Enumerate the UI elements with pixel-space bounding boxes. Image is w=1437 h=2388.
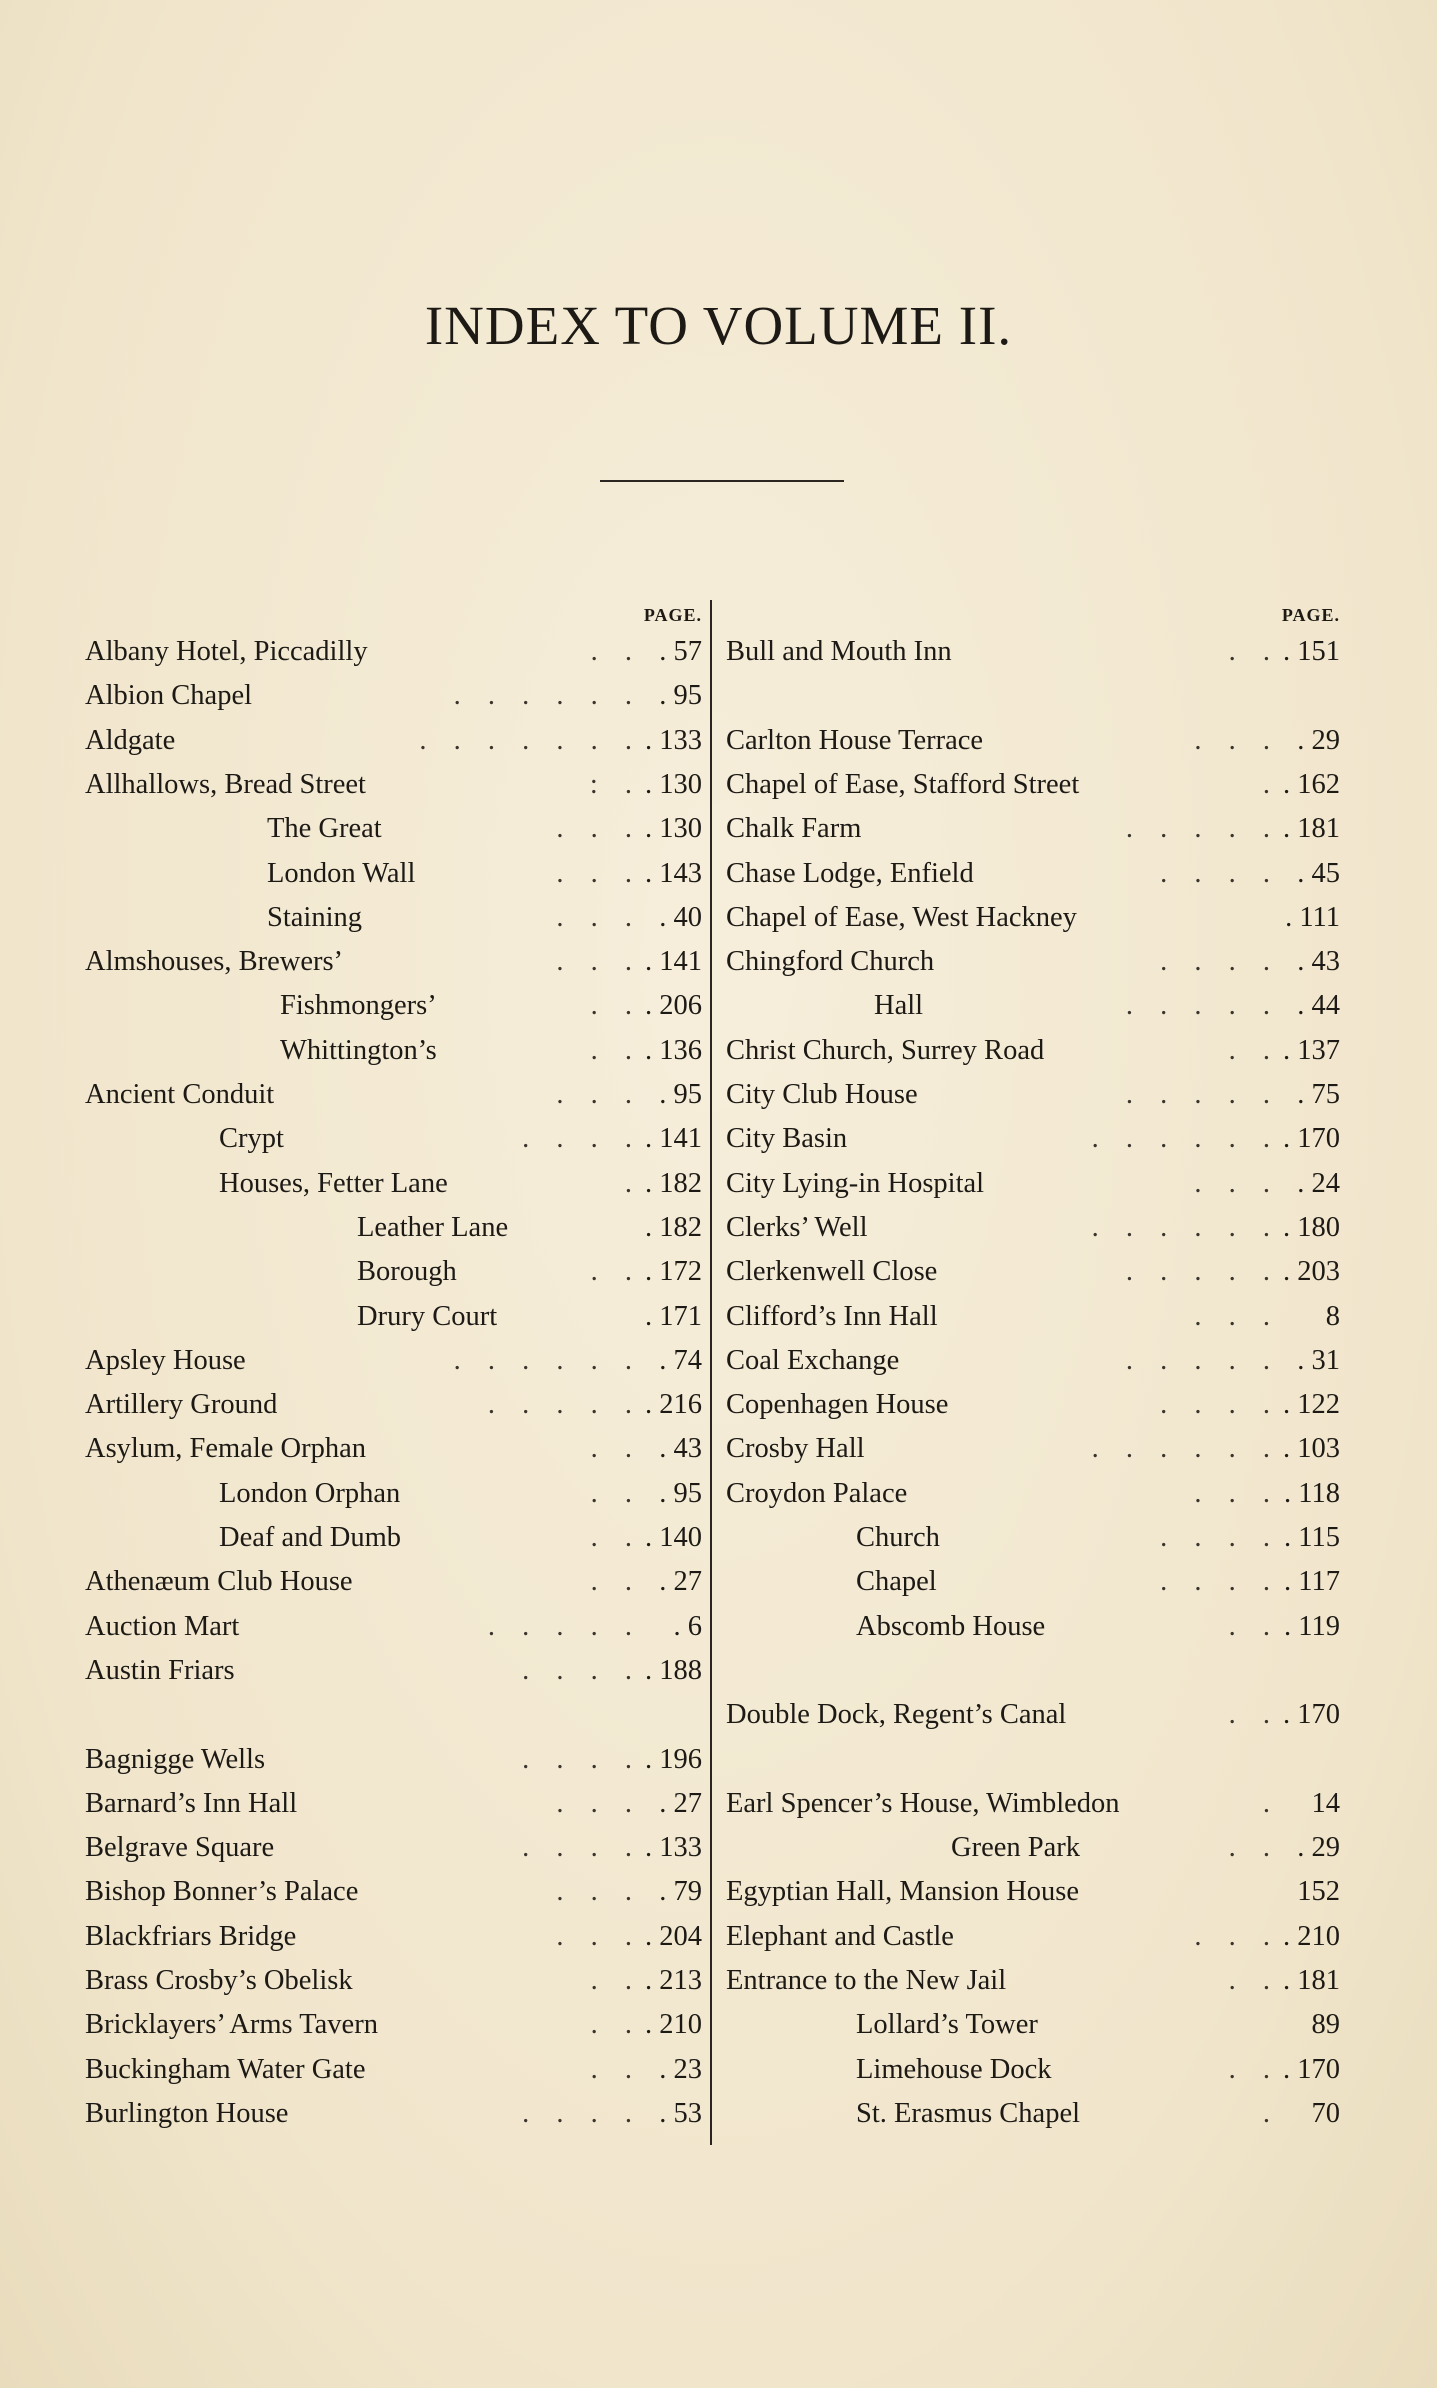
entry-name: Artillery Ground <box>85 1389 278 1421</box>
entry-page-number: . 170 <box>1283 2053 1340 2085</box>
entry-leader-dots: . . . . . . <box>1091 1433 1280 1465</box>
entry-page-number: . 130 <box>645 813 702 845</box>
entry-page-number: . 182 <box>645 1211 702 1243</box>
index-entry <box>726 1915 1340 1959</box>
entry-page-number: . 40 <box>659 901 702 933</box>
entry-page-number: . 216 <box>645 1389 702 1421</box>
entry-name: Almshouses, Brewers’ <box>85 946 344 978</box>
index-entry <box>726 1250 1340 1294</box>
entry-page-number: . 95 <box>659 680 702 712</box>
entry-page-number: . 111 <box>1285 901 1340 933</box>
index-entry <box>726 852 1340 896</box>
entry-page-number: . 31 <box>1297 1344 1340 1376</box>
entry-name: London Orphan <box>219 1477 401 1509</box>
entry-leader-dots: . . . <box>556 901 642 933</box>
entry-page-number: . 103 <box>1283 1433 1340 1465</box>
entry-page-number: . 79 <box>659 1876 702 1908</box>
entry-page-number: . 182 <box>645 1167 702 1199</box>
index-entry <box>726 2003 1340 2047</box>
index-entry <box>726 1560 1340 1604</box>
index-entry <box>726 1516 1340 1560</box>
index-entry <box>85 807 702 851</box>
entry-leader-dots: . . <box>590 1566 642 1598</box>
index-entry <box>726 1782 1340 1826</box>
entry-leader-dots: . . . . . <box>1125 1256 1280 1288</box>
entry-page-number: . 43 <box>1297 946 1340 978</box>
entry-page-number: . 210 <box>1283 1920 1340 1952</box>
entry-page-number: . 133 <box>645 724 702 756</box>
index-entry <box>85 1870 702 1914</box>
entry-page-number: . 24 <box>1297 1167 1340 1199</box>
entry-name: Entrance to the New Jail <box>726 1965 1007 1996</box>
entry-page-number: . 117 <box>1284 1566 1340 1598</box>
index-entry <box>85 1117 702 1161</box>
entry-page-number: . 172 <box>645 1256 702 1288</box>
entry-leader-dots: . . . <box>1194 1300 1280 1332</box>
entry-leader-dots: . . <box>1228 1034 1280 1066</box>
entry-name: Bagnigge Wells <box>85 1743 266 1775</box>
index-entry <box>85 2003 702 2047</box>
entry-page-number: . 119 <box>1284 1610 1340 1642</box>
entry-leader-dots: . . . . . . <box>453 1344 642 1376</box>
entry-name: Crypt <box>219 1123 284 1155</box>
index-entry <box>85 1649 702 1693</box>
entry-name: Lollard’s Tower <box>856 2009 1038 2041</box>
index-entry <box>726 630 1340 674</box>
entry-name: The Great <box>267 813 382 845</box>
index-entry <box>85 1073 702 1117</box>
index-entry <box>85 1206 702 1250</box>
entry-name: Buckingham Water Gate <box>85 2053 366 2085</box>
index-entry <box>85 1162 702 1206</box>
entry-name: Whittington’s <box>280 1034 437 1066</box>
index-entry <box>85 1915 702 1959</box>
entry-leader-dots: . . . <box>556 1876 642 1908</box>
entry-leader-dots: . . . <box>1194 724 1280 756</box>
entry-page-number: . 206 <box>645 990 702 1022</box>
entry-leader-dots: . . <box>590 2053 642 2085</box>
entry-leader-dots: . . . . <box>1160 857 1280 889</box>
entry-leader-dots: . . . . . <box>1125 1079 1280 1110</box>
entry-name: Albany Hotel, Piccadilly <box>85 636 368 667</box>
entry-name: Chingford Church <box>726 946 935 978</box>
entry-name: Chapel of Ease, West Hackney <box>726 901 1077 933</box>
index-entry <box>85 1826 702 1870</box>
entry-name: City Basin <box>726 1123 848 1155</box>
entry-name: Egyptian Hall, Mansion House <box>726 1876 1080 1908</box>
entry-leader-dots: . . . <box>1194 1920 1280 1952</box>
column-divider <box>710 600 712 2145</box>
index-entry <box>726 1383 1340 1427</box>
entry-name: Drury Court <box>357 1300 498 1332</box>
entry-name: Leather Lane <box>357 1211 509 1243</box>
entry-name: City Lying-in Hospital <box>726 1167 985 1199</box>
right-column <box>726 600 1340 2129</box>
entry-name: Chalk Farm <box>726 813 862 845</box>
index-entry <box>85 674 702 718</box>
entry-leader-dots: . . <box>1228 1699 1280 1731</box>
index-entry <box>726 1339 1340 1383</box>
entry-leader-dots: . . <box>1228 2053 1280 2085</box>
entry-name: Chase Lodge, Enfield <box>726 857 974 889</box>
left-page-header: PAGE. <box>643 605 702 625</box>
title-rule <box>600 480 844 482</box>
entry-leader-dots: : . <box>589 768 642 800</box>
entry-leader-dots: . . <box>590 1433 642 1465</box>
entry-leader-dots: . . . . <box>1160 1566 1280 1598</box>
entry-leader-dots: . . . . . <box>1125 1344 1280 1376</box>
entry-leader-dots: . . . <box>556 857 642 889</box>
right-page-header: PAGE. <box>1281 605 1340 625</box>
index-entry <box>85 1516 702 1560</box>
entry-page-number: . 27 <box>659 1566 702 1598</box>
entry-leader-dots: . . . . <box>1160 1522 1280 1553</box>
index-entry <box>726 1427 1340 1471</box>
entry-page-number: . 140 <box>645 1522 702 1553</box>
entry-page-number: . 23 <box>659 2053 702 2085</box>
entry-name: Chapel of Ease, Stafford Street <box>726 768 1080 800</box>
entry-name: Austin Friars <box>85 1654 235 1686</box>
entry-name: Crosby Hall <box>726 1433 865 1465</box>
index-entry <box>85 1738 702 1782</box>
entry-leader-dots: . . . . <box>1160 1389 1280 1421</box>
index-entry <box>726 1295 1340 1339</box>
entry-page-number: . 95 <box>659 1079 702 1110</box>
entry-page-number: . 74 <box>659 1344 702 1376</box>
index-entry <box>726 763 1340 807</box>
entry-leader-dots: . . <box>590 636 642 667</box>
index-entry <box>726 940 1340 984</box>
index-entry <box>85 2048 702 2092</box>
entry-leader-dots: . . . . <box>522 2097 642 2129</box>
entry-page-number: . 204 <box>645 1920 702 1952</box>
entry-page-number: . 213 <box>645 1965 702 1996</box>
entry-leader-dots: . . <box>1228 1610 1280 1642</box>
entry-leader-dots: . . . . . <box>1125 990 1280 1022</box>
entry-leader-dots: . <box>624 1167 642 1199</box>
index-entry <box>85 719 702 763</box>
entry-name: Bishop Bonner’s Palace <box>85 1876 359 1908</box>
entry-leader-dots: . . <box>590 2009 642 2041</box>
entry-name: Borough <box>357 1256 457 1288</box>
entry-page-number: . 188 <box>645 1654 702 1686</box>
entry-name: Belgrave Square <box>85 1832 275 1864</box>
entry-leader-dots: . . . <box>556 1079 642 1110</box>
entry-leader-dots: . . . . . <box>1125 813 1280 845</box>
entry-name: Barnard’s Inn Hall <box>85 1787 298 1819</box>
entry-name: Asylum, Female Orphan <box>85 1433 366 1465</box>
entry-page-number: . 6 <box>673 1610 702 1642</box>
index-entry <box>85 1295 702 1339</box>
entry-name: Coal Exchange <box>726 1344 900 1376</box>
entry-page-number: . 27 <box>659 1787 702 1819</box>
index-entry <box>726 1073 1340 1117</box>
entry-name: Deaf and Dumb <box>219 1522 402 1553</box>
entry-name: St. Erasmus Chapel <box>856 2097 1081 2129</box>
index-entry <box>726 896 1340 940</box>
entry-page-number: . 95 <box>659 1477 702 1509</box>
index-entry <box>726 2092 1340 2136</box>
entry-page-number: . 170 <box>1283 1123 1340 1155</box>
index-entry <box>726 807 1340 851</box>
entry-page-number: . 115 <box>1284 1522 1340 1553</box>
index-entry <box>85 1383 702 1427</box>
entry-name: Allhallows, Bread Street <box>85 768 366 800</box>
entry-leader-dots: . . <box>590 1477 642 1509</box>
index-entry <box>726 1826 1340 1870</box>
index-entry <box>85 2092 702 2136</box>
entry-leader-dots: . . . . . <box>487 1610 642 1642</box>
index-entry <box>85 1560 702 1604</box>
entry-name: Staining <box>267 901 363 933</box>
entry-name: Albion Chapel <box>85 680 253 712</box>
entry-name: Clerkenwell Close <box>726 1256 938 1288</box>
entry-name: Ancient Conduit <box>85 1079 275 1110</box>
index-entry <box>726 984 1340 1028</box>
entry-page-number: . 130 <box>645 768 702 800</box>
entry-leader-dots: . . . <box>1194 1167 1280 1199</box>
index-entry <box>85 1339 702 1383</box>
entry-leader-dots: . . . <box>556 946 642 978</box>
entry-page-number: . 181 <box>1283 813 1340 845</box>
index-entry <box>85 1250 702 1294</box>
index-entry <box>726 1206 1340 1250</box>
index-entry <box>726 1029 1340 1073</box>
index-entry <box>726 1605 1340 1649</box>
entry-leader-dots: . . . . <box>522 1832 642 1864</box>
entry-leader-dots: . . . <box>556 1920 642 1952</box>
entry-page-number: . 45 <box>1297 857 1340 889</box>
index-entry <box>85 630 702 674</box>
entry-leader-dots: . . . . . <box>487 1389 642 1421</box>
entry-name: Chapel <box>856 1566 937 1598</box>
entry-page-number: . 122 <box>1283 1389 1340 1421</box>
entry-leader-dots: . . <box>1228 1832 1280 1864</box>
entry-name: Burlington House <box>85 2097 289 2129</box>
entry-leader-dots: . . . <box>1194 1477 1280 1509</box>
entry-page-number: . 151 <box>1283 636 1340 667</box>
index-entry <box>726 2048 1340 2092</box>
entry-name: Auction Mart <box>85 1610 240 1642</box>
entry-page-number: . 170 <box>1283 1699 1340 1731</box>
index-entry <box>726 1117 1340 1161</box>
entry-name: Bull and Mouth Inn <box>726 636 952 667</box>
entry-page-number: 152 <box>1297 1876 1340 1908</box>
entry-page-number: 8 <box>1325 1300 1340 1332</box>
index-entry <box>726 1693 1340 1737</box>
entry-page-number: . 196 <box>645 1743 702 1775</box>
entry-page-number: . 143 <box>645 857 702 889</box>
entry-page-number: . 162 <box>1283 768 1340 800</box>
entry-name: Christ Church, Surrey Road <box>726 1034 1045 1066</box>
entry-leader-dots: . . . . . . <box>453 680 642 712</box>
index-entry <box>85 1029 702 1073</box>
entry-leader-dots: . . . . . . <box>1091 1123 1280 1155</box>
entry-name: Brass Crosby’s Obelisk <box>85 1965 353 1996</box>
index-entry <box>726 1162 1340 1206</box>
entry-name: Church <box>856 1522 940 1553</box>
index-entry <box>85 940 702 984</box>
entry-leader-dots: . . <box>590 1034 642 1066</box>
index-entry <box>85 1605 702 1649</box>
entry-page-number: . 29 <box>1297 724 1340 756</box>
entry-name: Hall <box>874 990 924 1022</box>
entry-name: Blackfriars Bridge <box>85 1920 297 1952</box>
entry-page-number: . 137 <box>1283 1034 1340 1066</box>
index-entry <box>85 1472 702 1516</box>
index-entry <box>85 1782 702 1826</box>
index-entry <box>85 896 702 940</box>
entry-leader-dots: . . <box>1228 636 1280 667</box>
entry-page-number: . 210 <box>645 2009 702 2041</box>
index-entry <box>726 1472 1340 1516</box>
entry-leader-dots: . . <box>590 1256 642 1288</box>
entry-page-number: . 53 <box>659 2097 702 2129</box>
entry-name: Earl Spencer’s House, Wimbledon <box>726 1787 1120 1819</box>
entry-leader-dots: . . . . . . . <box>419 724 642 756</box>
entry-name: Apsley House <box>85 1344 246 1376</box>
entry-name: Athenæum Club House <box>85 1566 353 1598</box>
entry-page-number: . 181 <box>1283 1965 1340 1996</box>
entry-name: Fishmongers’ <box>280 990 437 1022</box>
entry-leader-dots: . <box>1262 768 1280 800</box>
entry-page-number: . 180 <box>1283 1211 1340 1243</box>
entry-leader-dots: . <box>1262 2097 1280 2129</box>
entry-name: Copenhagen House <box>726 1389 949 1421</box>
entry-page-number: . 75 <box>1297 1079 1340 1110</box>
entry-page-number: . 141 <box>645 1123 702 1155</box>
entry-leader-dots: . . . . <box>522 1123 642 1155</box>
entry-name: Abscomb House <box>856 1610 1046 1642</box>
index-entry <box>85 1427 702 1471</box>
index-entry <box>726 719 1340 763</box>
page-title: INDEX TO VOLUME II. <box>424 295 1013 356</box>
entry-name: Double Dock, Regent’s Canal <box>726 1699 1067 1731</box>
entry-leader-dots: . . <box>1228 1965 1280 1996</box>
entry-page-number: . 44 <box>1297 990 1340 1022</box>
entry-name: Bricklayers’ Arms Tavern <box>85 2009 378 2041</box>
entry-page-number: . 118 <box>1284 1477 1340 1509</box>
entry-name: London Wall <box>267 857 416 889</box>
entry-leader-dots: . . . <box>556 813 642 845</box>
index-entry <box>726 1959 1340 2003</box>
entry-page-number: . 136 <box>645 1034 702 1066</box>
entry-leader-dots: . . <box>590 990 642 1022</box>
entry-name: Elephant and Castle <box>726 1920 954 1952</box>
entry-name: City Club House <box>726 1079 918 1110</box>
entry-leader-dots: . . <box>590 1965 642 1996</box>
entry-leader-dots: . . . . <box>522 1743 642 1775</box>
entry-page-number: . 203 <box>1283 1256 1340 1288</box>
entry-page-number: . 141 <box>645 946 702 978</box>
entry-page-number: . 29 <box>1297 1832 1340 1864</box>
entry-page-number: 14 <box>1311 1787 1340 1819</box>
index-entry <box>85 984 702 1028</box>
entry-name: Limehouse Dock <box>856 2053 1052 2085</box>
index-entry <box>85 1959 702 2003</box>
entry-leader-dots: . . . <box>556 1787 642 1819</box>
index-entry <box>726 1870 1340 1914</box>
entry-page-number: . 171 <box>645 1300 702 1332</box>
entry-leader-dots: . . . . <box>522 1654 642 1686</box>
entry-page-number: . 43 <box>659 1433 702 1465</box>
entry-name: Green Park <box>951 1832 1080 1864</box>
entry-leader-dots: . . . . . . <box>1091 1211 1280 1243</box>
entry-page-number: 70 <box>1311 2097 1340 2129</box>
entry-leader-dots: . . <box>590 1522 642 1553</box>
entry-name: Croydon Palace <box>726 1477 908 1509</box>
entry-name: Clerks’ Well <box>726 1211 868 1243</box>
entry-leader-dots: . . . . <box>1160 946 1280 978</box>
entry-page-number: 89 <box>1311 2009 1340 2041</box>
entry-name: Clifford’s Inn Hall <box>726 1300 938 1332</box>
index-entry <box>85 763 702 807</box>
entry-name: Houses, Fetter Lane <box>219 1167 448 1199</box>
entry-name: Carlton House Terrace <box>726 724 984 756</box>
entry-page-number: . 133 <box>645 1832 702 1864</box>
index-entry <box>85 852 702 896</box>
left-column <box>85 600 702 2129</box>
entry-page-number: . 57 <box>659 636 702 667</box>
entry-leader-dots: . <box>1262 1787 1280 1819</box>
entry-name: Aldgate <box>85 724 176 756</box>
